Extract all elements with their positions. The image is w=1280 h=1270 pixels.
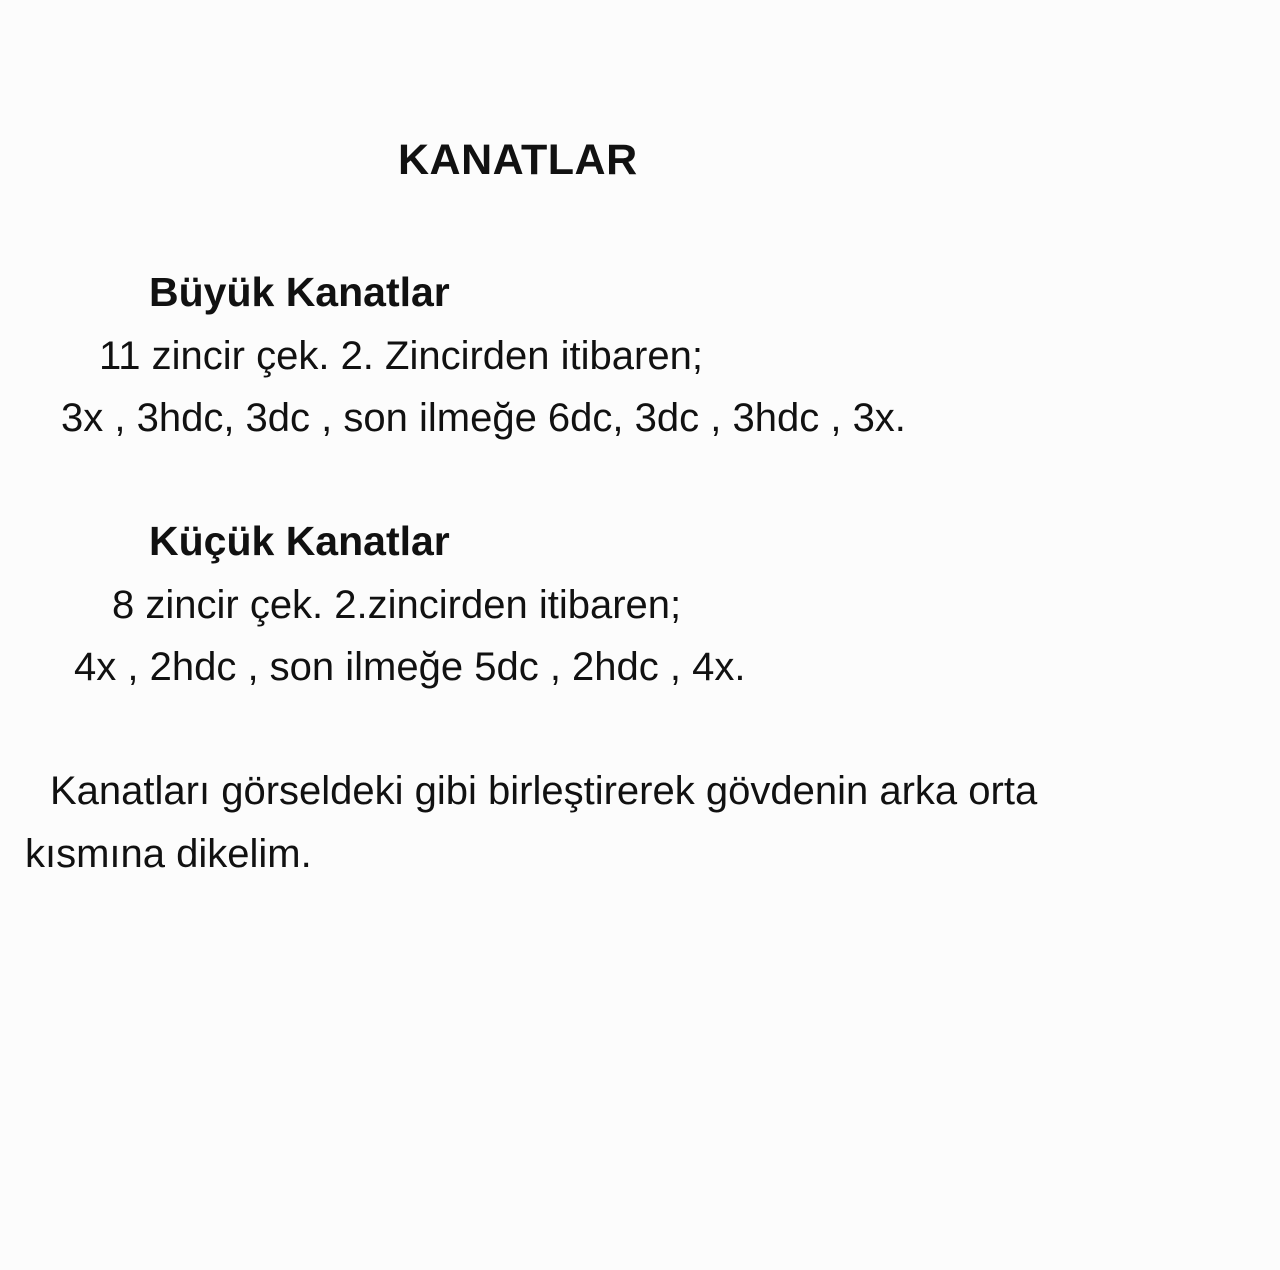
document-title: KANATLAR xyxy=(398,136,638,184)
instruction-line: 3x , 3hdc, 3dc , son ilmeğe 6dc, 3dc , 3hdc , 3x. xyxy=(61,396,906,440)
section-heading: Büyük Kanatlar xyxy=(149,269,450,315)
instruction-line: 11 zincir çek. 2. Zincirden itibaren; xyxy=(99,334,703,378)
paragraph-line: kısmına dikelim. xyxy=(25,832,312,876)
instruction-line: 8 zincir çek. 2.zincirden itibaren; xyxy=(112,583,682,627)
instruction-line: 4x , 2hdc , son ilmeğe 5dc , 2hdc , 4x. xyxy=(74,645,746,689)
paragraph-line: Kanatları görseldeki gibi birleştirerek gövdenin arka orta xyxy=(50,769,1038,813)
section-heading: Küçük Kanatlar xyxy=(149,518,450,564)
